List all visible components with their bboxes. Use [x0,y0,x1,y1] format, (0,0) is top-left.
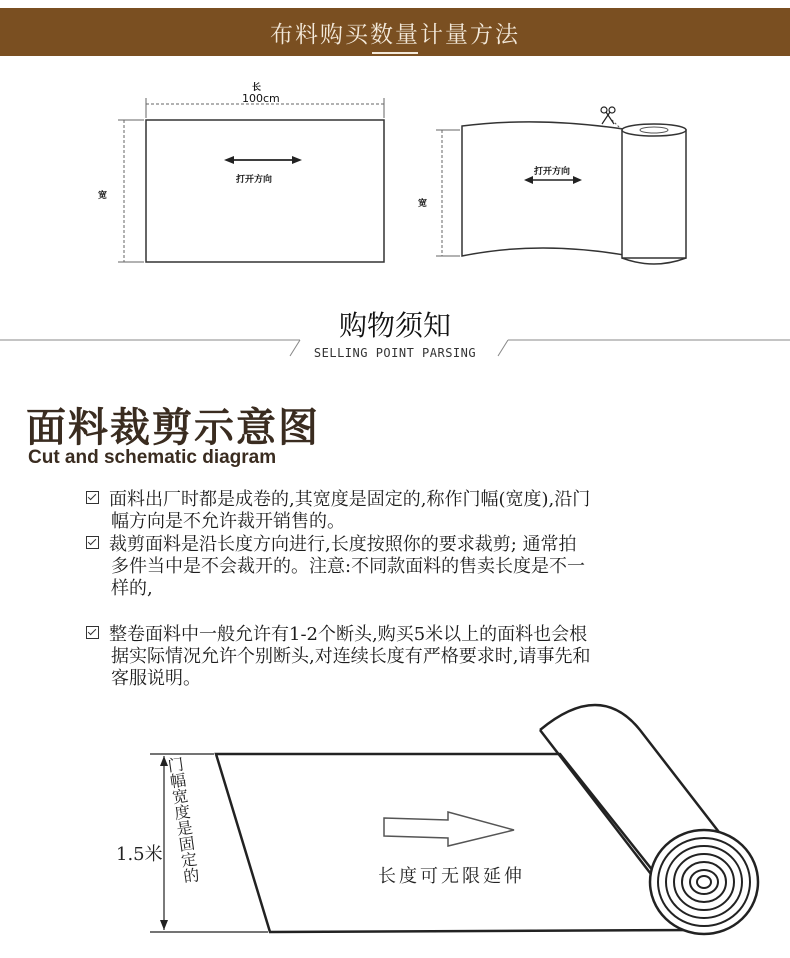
fabric-roll-diagram [0,700,790,950]
item-text: 面料出厂时都是成卷的,其宽度是固定的,称作门幅(宽度),沿门 [109,489,591,510]
length-label: 长 [252,83,262,93]
item-text: 样的, [111,578,153,599]
roll-fabric-sheet [462,122,630,256]
length-value: 100cm [242,92,280,105]
scissors-icon [601,107,615,124]
notice-title: 购物须知 [338,309,451,342]
checkbox-icon [86,536,99,549]
item-text: 多件当中是不会裁开的。注意:不同款面料的售卖长度是不一 [111,556,586,577]
open-direction-label: 打开方向 [236,175,273,185]
item-text: 裁剪面料是沿长度方向进行,长度按照你的要求裁剪; 通常拍 [109,534,577,555]
notice-item [86,489,766,533]
width-label: 宽 [98,191,108,201]
open-direction-label-roll: 打开方向 [534,167,571,177]
checkbox-icon [86,626,99,639]
cut-section-title: 面料裁剪示意图 [26,405,320,451]
notice-item [86,624,766,690]
item-text: 整卷面料中一般允许有1-2个断头,购买5米以上的面料也会根 [109,624,588,645]
flat-fabric-rect [146,120,384,262]
item-text: 据实际情况允许个别断头,对连续长度有严格要求时,请事先和 [111,646,591,667]
banner-underline [372,52,418,54]
roll-end [650,830,758,934]
item-text: 幅方向是不允许裁开销售的。 [111,511,345,532]
item-text: 客服说明。 [111,668,201,689]
checkbox-icon [86,491,99,504]
roll-top [622,124,686,136]
banner-title: 布料购买数量计量方法 [270,21,520,48]
notice-item [86,534,766,600]
length-extend-text: 长度可无限延伸 [378,866,525,887]
fabric-measure-diagram [0,60,790,290]
width-label-roll: 宽 [418,199,428,209]
width-value: 1.5米 [116,844,163,865]
notice-subtitle: SELLING POINT PARSING [313,346,477,360]
header-banner [0,8,790,56]
width-fixed-text: 门幅宽度是固定的 [164,755,201,885]
cut-section-subtitle: Cut and schematic diagram [28,447,277,468]
